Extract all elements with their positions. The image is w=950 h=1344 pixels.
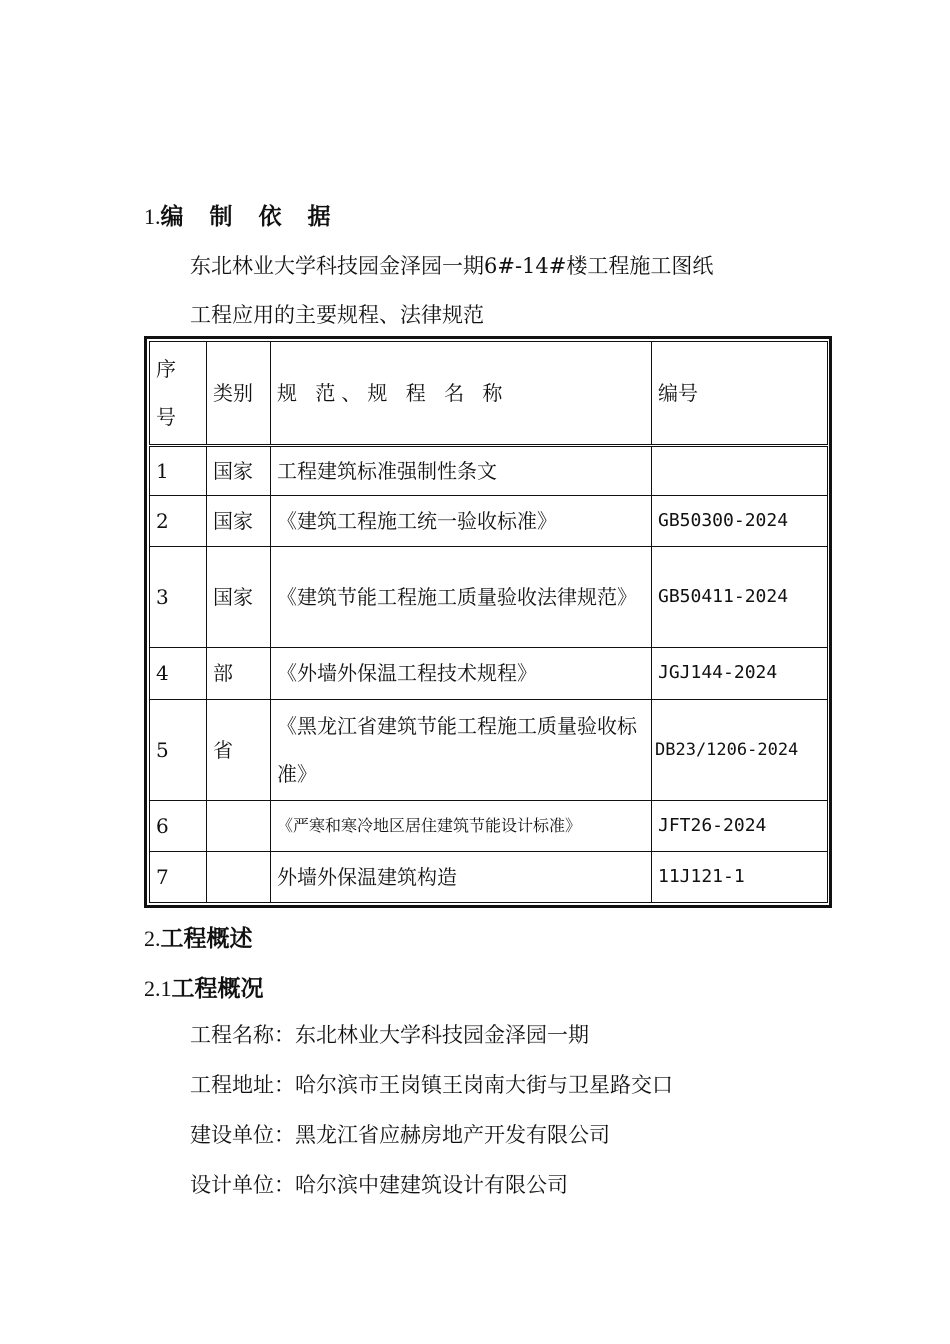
cell-name: 工程建筑标准强制性条文	[271, 446, 652, 496]
cell-code: 11J121-1	[652, 851, 828, 902]
cell-category	[207, 800, 271, 851]
intro-line-1: 东北林业大学科技园金泽园一期6#-14#楼工程施工图纸	[190, 254, 714, 278]
cell-name: 《外墙外保温工程技术规程》	[271, 648, 652, 699]
cell-category: 国家	[207, 496, 271, 547]
section-1-heading	[144, 198, 340, 231]
cell-category: 国家	[207, 547, 271, 648]
cell-name: 《建筑工程施工统一验收标准》	[271, 496, 652, 547]
cell-name: 《黑龙江省建筑节能工程施工质量验收标准》	[271, 699, 652, 800]
project-designer: 设计单位：哈尔滨中建建筑设计有限公司	[190, 1173, 568, 1197]
cell-code: JFT26-2024	[652, 800, 828, 851]
section-2-heading	[144, 920, 253, 953]
cell-seq: 1	[150, 446, 207, 496]
cell-code: DB23/1206-2024	[652, 699, 828, 800]
project-builder: 建设单位：黑龙江省应赫房地产开发有限公司	[190, 1123, 610, 1147]
cell-seq: 6	[150, 800, 207, 851]
header-code: 编号	[652, 342, 828, 446]
cell-seq: 7	[150, 851, 207, 902]
table-row	[150, 699, 828, 800]
intro-line-2: 工程应用的主要规程、法律规范	[190, 303, 484, 327]
cell-category: 部	[207, 648, 271, 699]
cell-category	[207, 851, 271, 902]
section-number: 1.	[144, 204, 161, 229]
cell-code: JGJ144-2024	[652, 648, 828, 699]
table-row	[150, 851, 828, 902]
table-row	[150, 446, 828, 496]
cell-code: GB50411-2024	[652, 547, 828, 648]
section-title: 工程概况	[171, 976, 264, 1002]
cell-seq: 3	[150, 547, 207, 648]
cell-code: GB50300-2024	[652, 496, 828, 547]
project-address: 工程地址：哈尔滨市王岗镇王岗南大街与卫星路交口	[190, 1073, 673, 1097]
cell-seq: 2	[150, 496, 207, 547]
header-name: 规 范、规 程 名 称	[271, 342, 652, 446]
standards-table-frame	[144, 336, 832, 908]
cell-code	[652, 446, 828, 496]
cell-category: 国家	[207, 446, 271, 496]
cell-name: 外墙外保温建筑构造	[271, 851, 652, 902]
table-header-row	[150, 342, 828, 446]
standards-table	[149, 341, 828, 903]
cell-name: 《严寒和寒冷地区居住建筑节能设计标准》	[271, 800, 652, 851]
cell-seq: 5	[150, 699, 207, 800]
section-number: 2.	[144, 926, 161, 951]
project-name: 工程名称：东北林业大学科技园金泽园一期	[190, 1023, 589, 1047]
table-row	[150, 496, 828, 547]
table-row	[150, 547, 828, 648]
table-row	[150, 648, 828, 699]
section-title: 编 制 依 据	[160, 204, 340, 230]
section-number: 2.1	[144, 976, 172, 1001]
table-row	[150, 800, 828, 851]
header-seq: 序号	[150, 342, 207, 446]
section-2-1-heading	[144, 970, 264, 1003]
cell-seq: 4	[150, 648, 207, 699]
cell-category: 省	[207, 699, 271, 800]
header-category: 类别	[207, 342, 271, 446]
cell-name: 《建筑节能工程施工质量验收法律规范》	[271, 547, 652, 648]
section-title: 工程概述	[160, 926, 253, 952]
